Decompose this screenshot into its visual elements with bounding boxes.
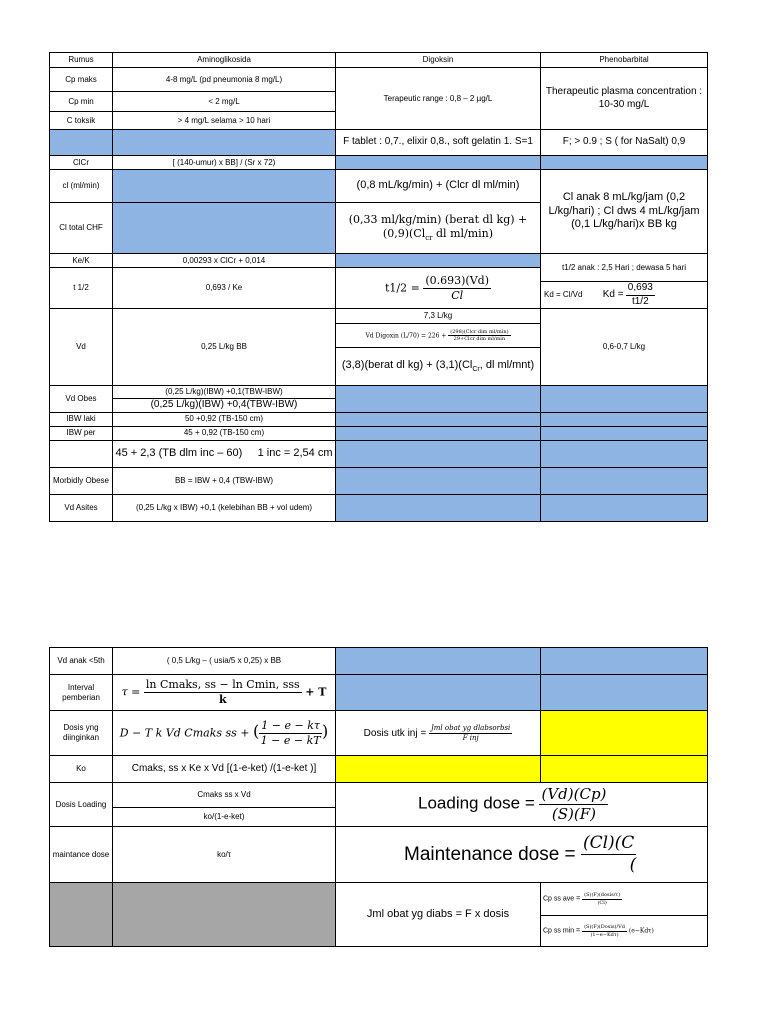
blank-cell — [541, 494, 708, 521]
blank-cell — [541, 156, 708, 170]
blank-cell — [336, 494, 541, 521]
blank-cell — [541, 386, 708, 413]
pheno-f: F; > 0.9 ; S ( for NaSalt) 0,9 — [541, 130, 708, 156]
clcr-amino: [ (140-umur) x BB] / (Sr x 72) — [113, 156, 336, 170]
interval-formula: τ = $\frac{\text{ln Cmaks, ss − ln Cmin, sss}}{k}$ + T — [113, 675, 336, 711]
blank-cell — [541, 412, 708, 426]
row-label-c-toksik: C toksik — [50, 112, 113, 130]
vd-asites-amino: (0,25 L/kg x IBW) +0,1 (kelebihan BB + vol udem) — [113, 494, 336, 521]
blank-cell — [336, 426, 541, 440]
blank-cell — [113, 130, 336, 156]
cp-min-amino: < 2 mg/L — [113, 92, 336, 112]
header-aminoglikosida: Aminoglikosida — [113, 53, 336, 68]
blank-cell — [541, 440, 708, 467]
blank-cell — [113, 170, 336, 203]
pheno-vd: 0,6-0,7 L/kg — [541, 309, 708, 386]
digoksin-t-half-formula: t1/2 = $\frac{(0.693)(Vd)}{Cl}$ — [336, 268, 541, 309]
row-label-vd-obes: Vd Obes — [50, 386, 113, 413]
jml-obat-text: Jml obat yg diabs = F x dosis — [336, 883, 541, 947]
dosis-loading-formula-1: Cmaks ss x Vd — [113, 783, 336, 808]
row-label-interval: Interval pemberian — [50, 675, 113, 711]
blank-cell — [113, 203, 336, 254]
digoksin-f: F tablet : 0,7., elixir 0,8., soft gelatin 1. S=1 — [336, 130, 541, 156]
dosing-formula-table — [49, 647, 708, 947]
yellow-cell — [336, 756, 541, 783]
yellow-cell — [541, 711, 708, 756]
ibw-per-amino: 45 + 0,92 (TB-150 cm) — [113, 426, 336, 440]
vd-amino: 0,25 L/kg BB — [113, 309, 336, 386]
blank-cell — [541, 648, 708, 675]
digoksin-vd-formula-3: (3,8)(berat dl $kg) + (3,1)(Cl_{Cr}$, dl ml/mnt) — [336, 348, 541, 386]
blank-cell — [541, 675, 708, 711]
row-label-ke: Ke/K — [50, 254, 113, 268]
row-label-vd-asites: Vd Asites — [50, 494, 113, 521]
header-phenobarbital: Phenobarbital — [541, 53, 708, 68]
dosis-inj-formula: Dosis utk inj = $\frac{\text{Jml obat yg dlabsorbsi}}{\text{F inj}}$ — [336, 711, 541, 756]
vd-obes-amino-2: (0,25 L/kg)(IBW) +0,4(TBW-IBW) — [113, 399, 336, 413]
ke-amino: 0,00293 x ClCr + 0,014 — [113, 254, 336, 268]
cp-ss-min-formula: Cp ss min = $\frac{\text{(S)(F)(Dosis)/Vd}}{\text{(1−e−Kdτ)}}$ (e−Kdτ) — [541, 916, 708, 947]
gray-cell — [50, 883, 113, 947]
digoksin-cl-chf: (0,33 ml/kg/min) (berat dl $kg) + (0,9)(Cl_{cr}$ dl ml/min) — [336, 203, 541, 254]
morbidly-amino: BB = IBW + 0,4 (TBW-IBW) — [113, 467, 336, 494]
blank-cell — [336, 156, 541, 170]
ko-formula: Cmaks, ss x Ke x Vd [(1-e-ket) /(1-e-ket )] — [113, 756, 336, 783]
c-toksik-amino: > 4 mg/L selama > 10 hari — [113, 112, 336, 130]
vd-obes-amino-1: (0,25 L/kg)(IBW) +0,1(TBW-IBW) — [113, 386, 336, 399]
row-label-vd: Vd — [50, 309, 113, 386]
row-label-ibw-laki: IBW laki — [50, 412, 113, 426]
pk-formula-table — [49, 52, 708, 522]
cp-ss-ave-formula: Cp ss ave = $\frac{\text{(S)(F)(dosis/τ)}}{(Cl)}$ — [541, 883, 708, 916]
row-label-t-half: t 1/2 — [50, 268, 113, 309]
blank-cell — [336, 648, 541, 675]
dosis-loading-formula-2: ko/(1-e-ket) — [113, 808, 336, 827]
digoksin-vd-formula: Vd Digoxin (L/70) = 226 + $\frac{\text{(298)(Clcr dim ml/min)}}{\text{29+Clcr dim ml/min}}$ — [336, 324, 541, 348]
blank-cell — [50, 440, 113, 467]
blank-cell — [541, 426, 708, 440]
blank-cell — [336, 254, 541, 268]
row-label-cp-maks: Cp maks — [50, 68, 113, 92]
pheno-t-half: t1/2 anak : 2,5 Hari ; dewasa 5 hari — [541, 254, 708, 282]
blank-cell — [336, 440, 541, 467]
row-label-cl-chf: Cl total CHF — [50, 203, 113, 254]
blank-cell — [336, 412, 541, 426]
dosis-yng-formula: D − T k Vd Cmaks ss + ( $\frac{1 - e - k\tau}{1 - e - kT}$ ) — [113, 711, 336, 756]
blank-cell — [50, 130, 113, 156]
row-label-ibw-per: IBW per — [50, 426, 113, 440]
digoksin-vd-value: 7,3 L/kg — [336, 309, 541, 324]
maintenance-dose-formula: Maintenance dose = $\frac{(Cl)(C}{(}$ — [336, 827, 708, 883]
row-label-clcr: ClCr — [50, 156, 113, 170]
row-label-maintance: maintance dose — [50, 827, 113, 883]
row-label-cl: cl (ml/min) — [50, 170, 113, 203]
yellow-cell — [541, 756, 708, 783]
blank-cell — [541, 467, 708, 494]
blank-cell — [336, 675, 541, 711]
digoksin-cl: (0,8 mL/kg/min) + (Clcr dl ml/min) — [336, 170, 541, 203]
blank-cell — [336, 386, 541, 413]
row-label-dosis-yng: Dosis yng diinginkan — [50, 711, 113, 756]
blank-cell — [336, 467, 541, 494]
vd-anak-formula: ( 0,5 L/kg – ( usia/5 x 0,25) x BB — [113, 648, 336, 675]
row-label-morbidly: Morbidly Obese — [50, 467, 113, 494]
t-half-amino: 0,693 / Ke — [113, 268, 336, 309]
header-rumus: Rumus — [50, 53, 113, 68]
maintance-formula: ko/τ — [113, 827, 336, 883]
pheno-range: Therapeutic plasma concentration : 10-30 mg/L — [541, 68, 708, 130]
gray-cell — [113, 883, 336, 947]
ibw-laki-amino: 50 +0,92 (TB-150 cm) — [113, 412, 336, 426]
row-label-vd-anak: Vd anak <5th — [50, 648, 113, 675]
pheno-cl: Cl anak 8 mL/kg/jam (0,2 L/kg/hari) ; Cl dws 4 mL/kg/jam (0,1 L/kg/hari)x BB kg — [541, 170, 708, 254]
digoksin-range: Terapeutic range : 0,8 – 2 µg/L — [336, 68, 541, 130]
header-digoksin: Digoksin — [336, 53, 541, 68]
loading-dose-formula: Loading dose = $\frac{(Vd)(Cp)}{(S)(F)}$ — [336, 783, 708, 827]
row-label-cp-min: Cp min — [50, 92, 113, 112]
cp-maks-amino: 4-8 mg/L (pd pneumonia 8 mg/L) — [113, 68, 336, 92]
ibw-inc-amino: 45 + 2,3 (TB dlm inc – 60) 1 inc = 2,54 cm — [113, 440, 336, 467]
pheno-kd-cell: Kd = Cl/Vd Kd = $\frac{0,693}{t1/2}$ — [541, 282, 708, 309]
row-label-ko: Ko — [50, 756, 113, 783]
row-label-dosis-loading: Dosis Loading — [50, 783, 113, 827]
